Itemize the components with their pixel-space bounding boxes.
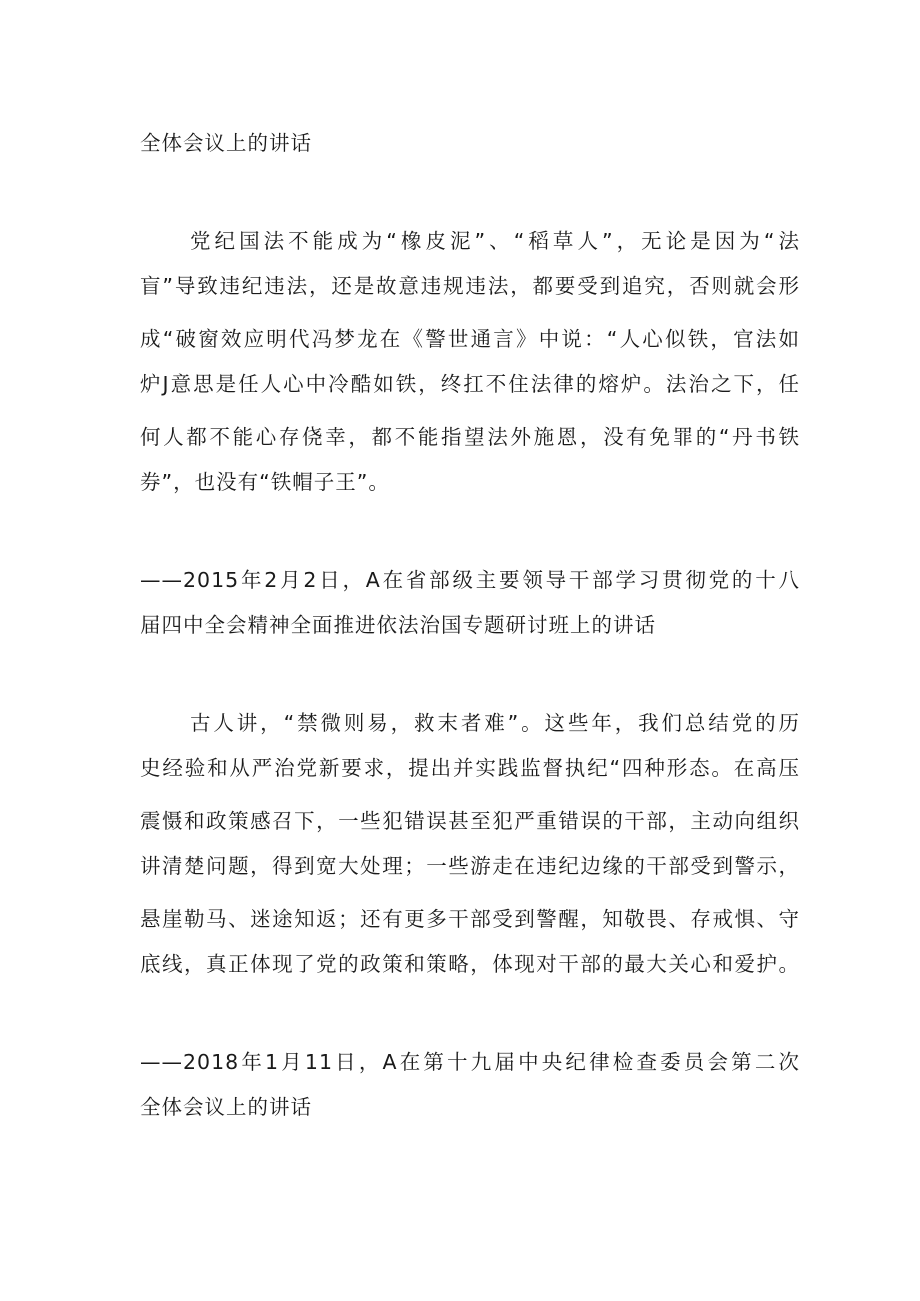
citation-2-line-1: ——2018年1月11日，A在第十九届中央纪律检查委员会第二次 <box>140 1050 800 1074</box>
citation-1-line-2: 届四中全会精神全面推进依法治国专题研讨班上的讲话 <box>140 613 656 637</box>
paragraph-2-line-1: 古人讲，“禁微则易，救末者难”。这些年，我们总结党的历 <box>190 711 800 735</box>
paragraph-1-line-5: 何人都不能心存侥幸，都不能指望法外施恩，没有免罪的“丹书铁 <box>140 425 800 449</box>
paragraph-1-line-4: 炉J意思是任人心中冷酷如铁，终扛不住法律的熔炉。法治之下，任 <box>140 372 800 396</box>
paragraph-2-line-6: 底线，真正体现了党的政策和策略，体现对干部的最大关心和爱护。 <box>140 952 800 976</box>
paragraph-1-line-3: 成“破窗效应明代冯梦龙在《警世通言》中说：“人心似铁，官法如 <box>140 327 800 351</box>
citation-1-line-1: ——2015年2月2日，A在省部级主要领导干部学习贯彻党的十八 <box>140 568 800 592</box>
paragraph-1-line-1: 党纪国法不能成为“橡皮泥”、“稻草人”，无论是因为“法 <box>190 229 800 253</box>
paragraph-2-line-3: 震慑和政策感召下，一些犯错误甚至犯严重错误的干部，主动向组织 <box>140 809 800 833</box>
paragraph-1-line-6: 券”，也没有“铁帽子王”。 <box>140 470 390 494</box>
paragraph-2-line-4: 讲清楚问题，得到宽大处理；一些游走在违纪边缘的干部受到警示， <box>140 854 800 878</box>
paragraph-1-line-2: 盲”导致违纪违法，还是故意违规违法，都要受到追究，否则就会形 <box>140 274 800 298</box>
paragraph-2-line-5: 悬崖勒马、迷途知返；还有更多干部受到警醒，知敬畏、存戒惧、守 <box>140 907 800 931</box>
paragraph-2-line-2: 史经验和从严治党新要求，提出并实践监督执纪“四种形态。在高压 <box>140 756 800 780</box>
speech-source-tail: 全体会议上的讲话 <box>140 131 312 155</box>
citation-2-line-2: 全体会议上的讲话 <box>140 1095 312 1119</box>
